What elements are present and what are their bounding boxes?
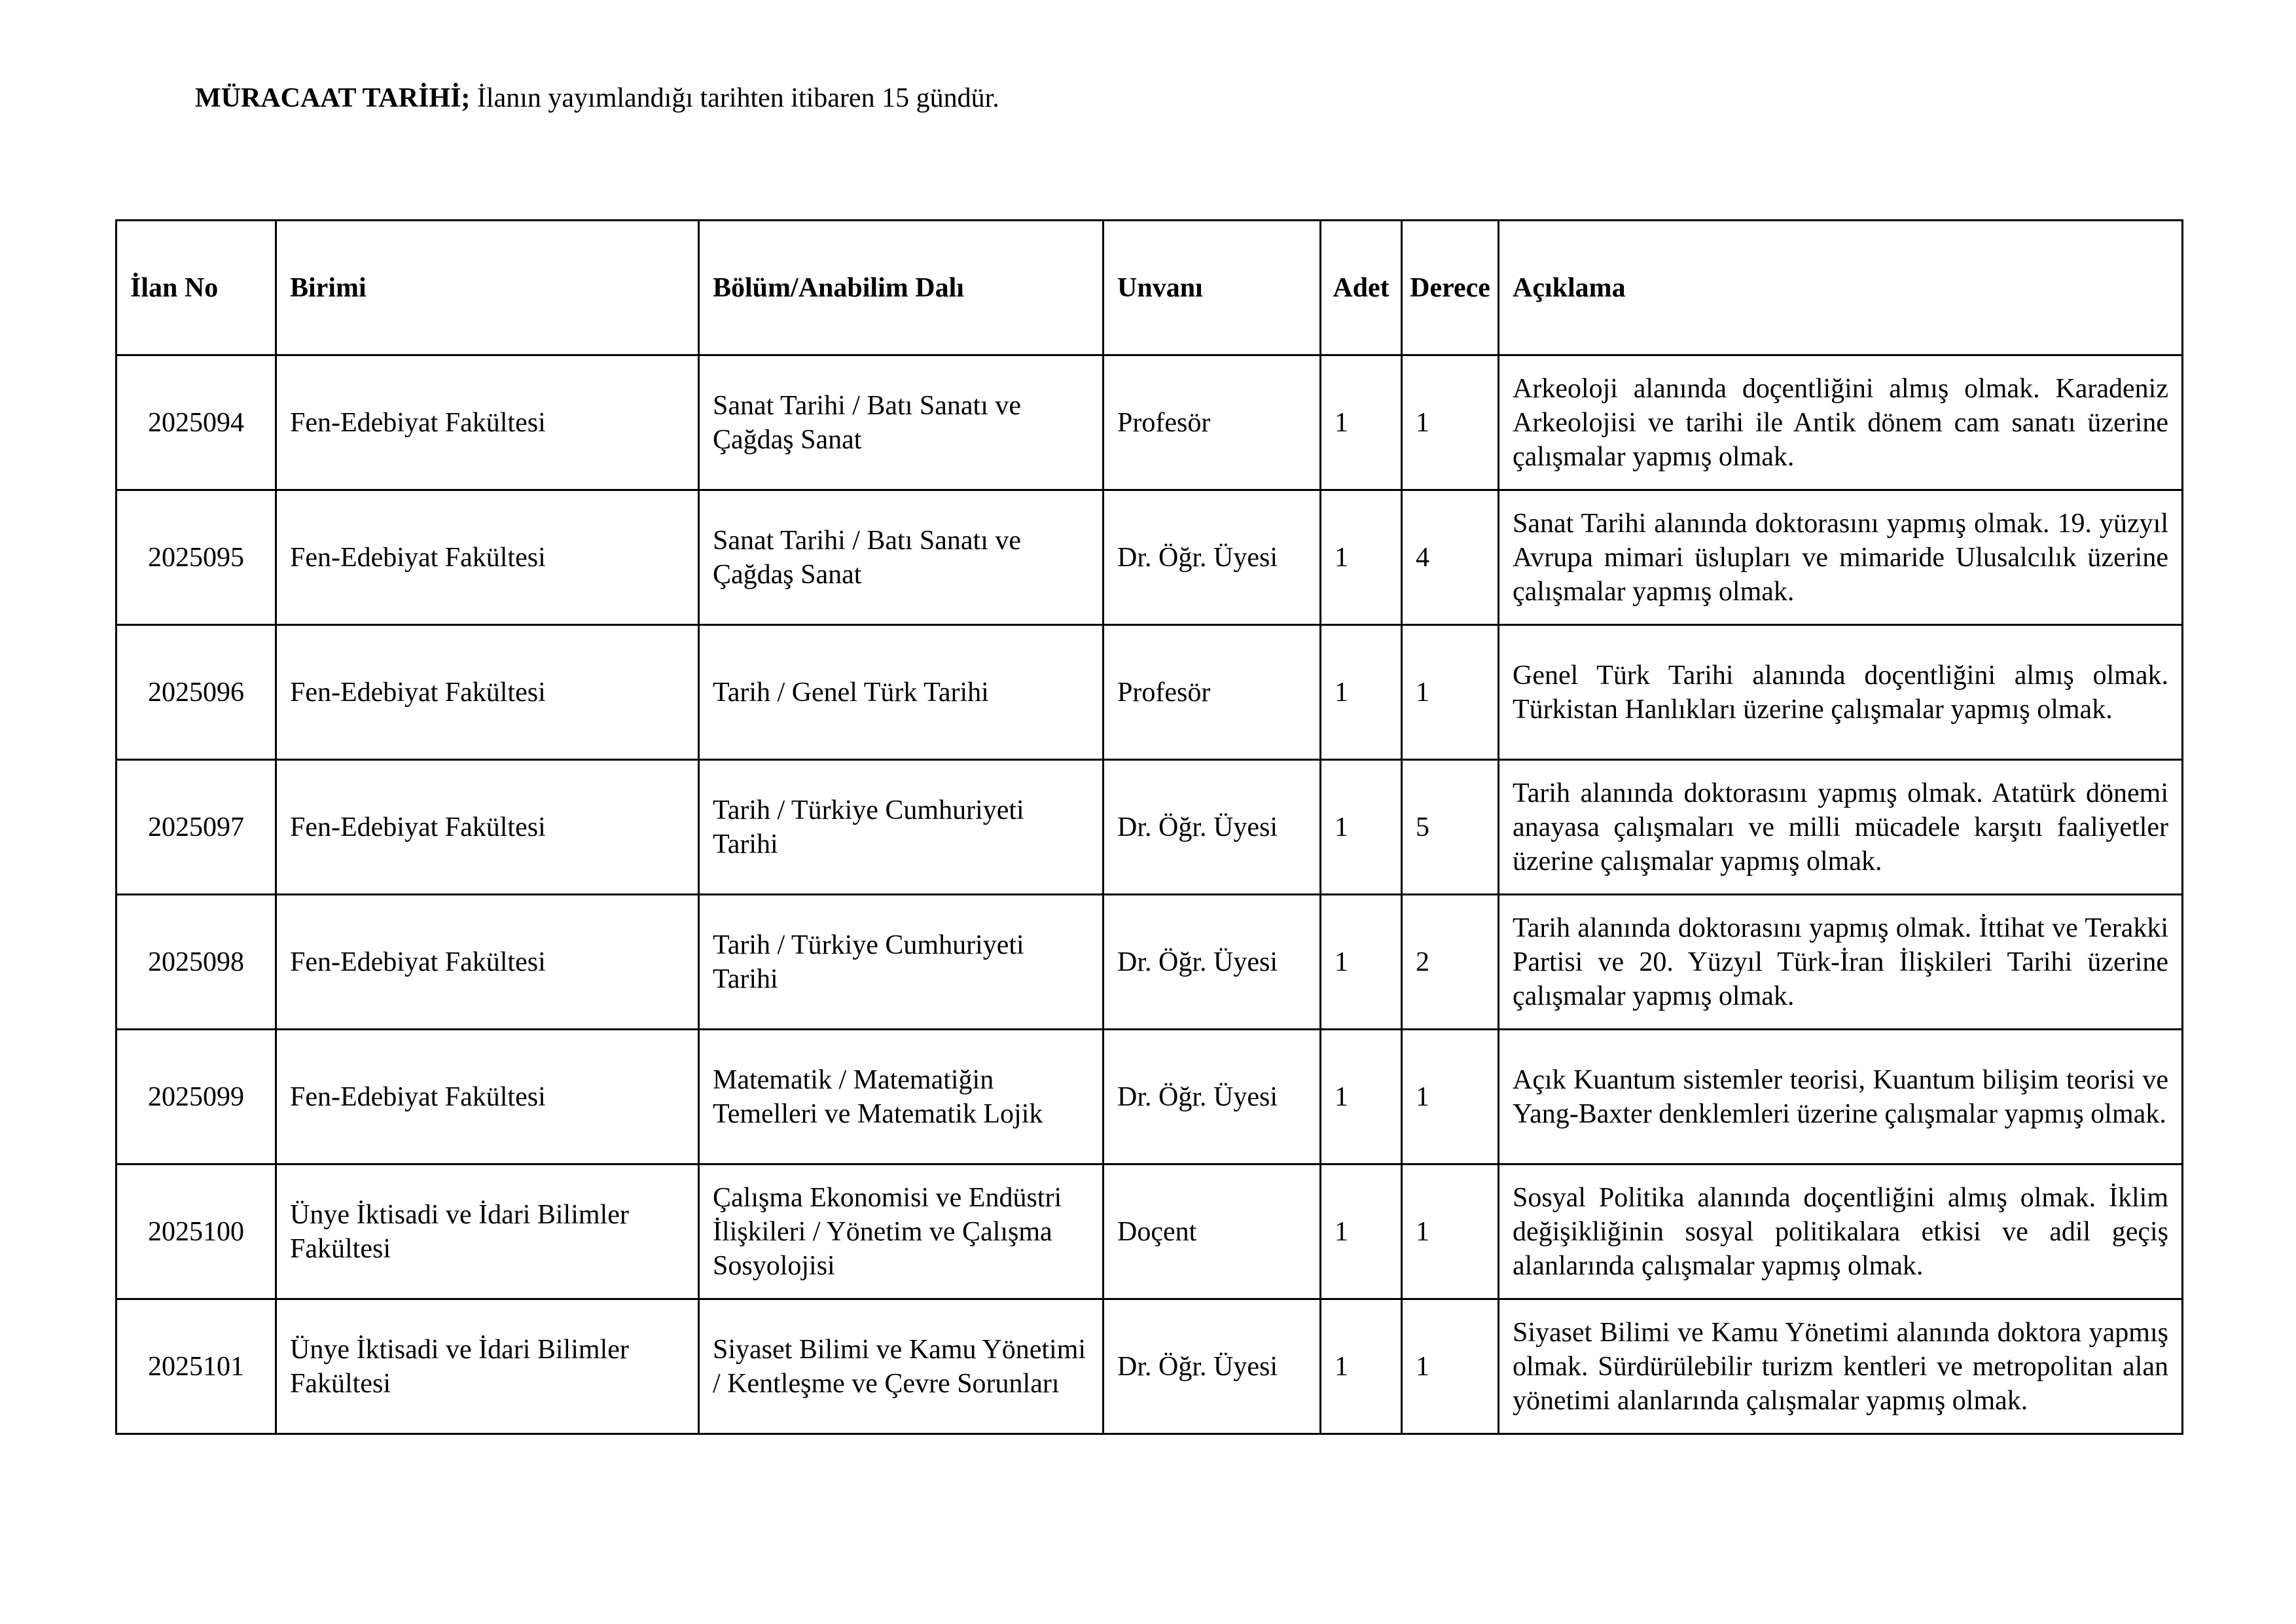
cell-derece: 1 (1402, 355, 1499, 490)
cell-ilan-no: 2025097 (117, 760, 276, 895)
table-row (117, 625, 2183, 760)
cell-unvani: Profesör (1103, 625, 1321, 760)
table-row (117, 355, 2183, 490)
cell-ilan-no: 2025094 (117, 355, 276, 490)
cell-unvani: Doçent (1103, 1164, 1321, 1299)
table-row (117, 895, 2183, 1030)
cell-bolum: Matematik / Matematiğin Temelleri ve Matematik Lojik (699, 1030, 1103, 1164)
column-header-aciklama: Açıklama (1499, 221, 2183, 355)
cell-derece: 5 (1402, 760, 1499, 895)
cell-bolum: Tarih / Genel Türk Tarihi (699, 625, 1103, 760)
cell-aciklama: Sanat Tarihi alanında doktorasını yapmış olmak. 19. yüzyıl Avrupa mimari üslupları ve mimaride Ulusalcılık üzerine çalışmalar yapmış olmak. (1499, 490, 2183, 625)
cell-aciklama: Açık Kuantum sistemler teorisi, Kuantum bilişim teorisi ve Yang-Baxter denklemleri üzerine çalışmalar yapmış olmak. (1499, 1030, 2183, 1164)
cell-aciklama: Tarih alanında doktorasını yapmış olmak. İttihat ve Terakki Partisi ve 20. Yüzyıl Türk-İran İlişkileri Tarihi üzerine çalışmalar yapmış olmak. (1499, 895, 2183, 1030)
cell-birimi: Fen-Edebiyat Fakültesi (276, 625, 699, 760)
cell-unvani: Dr. Öğr. Üyesi (1103, 490, 1321, 625)
table-body (117, 355, 2183, 1434)
cell-derece: 1 (1402, 1030, 1499, 1164)
cell-bolum: Sanat Tarihi / Batı Sanatı ve Çağdaş Sanat (699, 490, 1103, 625)
application-date-text: İlanın yayımlandığı tarihten itibaren 15 gündür. (476, 83, 999, 113)
cell-derece: 1 (1402, 1164, 1499, 1299)
cell-adet: 1 (1321, 625, 1402, 760)
cell-adet: 1 (1321, 490, 1402, 625)
cell-birimi: Fen-Edebiyat Fakültesi (276, 760, 699, 895)
table-row (117, 760, 2183, 895)
table-header-row (117, 221, 2183, 355)
cell-adet: 1 (1321, 1164, 1402, 1299)
column-header-bolum: Bölüm/Anabilim Dalı (699, 221, 1103, 355)
cell-bolum: Tarih / Türkiye Cumhuriyeti Tarihi (699, 895, 1103, 1030)
cell-aciklama: Sosyal Politika alanında doçentliğini almış olmak. İklim değişikliğinin sosyal politikalara etkisi ve adil geçiş alanlarında çalışmalar yapmış olmak. (1499, 1164, 2183, 1299)
cell-birimi: Ünye İktisadi ve İdari Bilimler Fakültesi (276, 1299, 699, 1434)
cell-adet: 1 (1321, 760, 1402, 895)
cell-birimi: Fen-Edebiyat Fakültesi (276, 490, 699, 625)
cell-adet: 1 (1321, 1030, 1402, 1164)
cell-adet: 1 (1321, 895, 1402, 1030)
cell-bolum: Siyaset Bilimi ve Kamu Yönetimi / Kentleşme ve Çevre Sorunları (699, 1299, 1103, 1434)
cell-unvani: Dr. Öğr. Üyesi (1103, 1299, 1321, 1434)
cell-unvani: Dr. Öğr. Üyesi (1103, 760, 1321, 895)
cell-aciklama: Arkeoloji alanında doçentliğini almış olmak. Karadeniz Arkeolojisi ve tarihi ile Antik dönem cam sanatı üzerine çalışmalar yapmış olmak. (1499, 355, 2183, 490)
cell-derece: 2 (1402, 895, 1499, 1030)
cell-unvani: Dr. Öğr. Üyesi (1103, 895, 1321, 1030)
cell-adet: 1 (1321, 355, 1402, 490)
table-row (117, 1030, 2183, 1164)
application-date-label: MÜRACAAT TARİHİ; (195, 83, 471, 113)
cell-birimi: Fen-Edebiyat Fakültesi (276, 895, 699, 1030)
column-header-ilan-no: İlan No (117, 221, 276, 355)
cell-birimi: Fen-Edebiyat Fakültesi (276, 355, 699, 490)
application-date-line (195, 77, 999, 119)
cell-unvani: Dr. Öğr. Üyesi (1103, 1030, 1321, 1164)
cell-aciklama: Siyaset Bilimi ve Kamu Yönetimi alanında doktora yapmış olmak. Sürdürülebilir turizm kentleri ve metropolitan alan yönetimi alanlarında çalışmalar yapmış olmak. (1499, 1299, 2183, 1434)
cell-birimi: Ünye İktisadi ve İdari Bilimler Fakültesi (276, 1164, 699, 1299)
cell-ilan-no: 2025100 (117, 1164, 276, 1299)
cell-ilan-no: 2025096 (117, 625, 276, 760)
cell-derece: 4 (1402, 490, 1499, 625)
cell-bolum: Sanat Tarihi / Batı Sanatı ve Çağdaş Sanat (699, 355, 1103, 490)
column-header-derece: Derece (1402, 221, 1499, 355)
cell-derece: 1 (1402, 1299, 1499, 1434)
job-listing-table (115, 219, 2183, 1435)
cell-derece: 1 (1402, 625, 1499, 760)
cell-aciklama: Tarih alanında doktorasını yapmış olmak. Atatürk dönemi anayasa çalışmaları ve milli mücadele karşıtı faaliyetler üzerine çalışmalar yapmış olmak. (1499, 760, 2183, 895)
cell-ilan-no: 2025101 (117, 1299, 276, 1434)
column-header-birimi: Birimi (276, 221, 699, 355)
cell-birimi: Fen-Edebiyat Fakültesi (276, 1030, 699, 1164)
cell-aciklama: Genel Türk Tarihi alanında doçentliğini almış olmak. Türkistan Hanlıkları üzerine çalışmalar yapmış olmak. (1499, 625, 2183, 760)
cell-adet: 1 (1321, 1299, 1402, 1434)
cell-unvani: Profesör (1103, 355, 1321, 490)
table-row (117, 1299, 2183, 1434)
cell-bolum: Çalışma Ekonomisi ve Endüstri İlişkileri / Yönetim ve Çalışma Sosyolojisi (699, 1164, 1103, 1299)
cell-ilan-no: 2025099 (117, 1030, 276, 1164)
cell-bolum: Tarih / Türkiye Cumhuriyeti Tarihi (699, 760, 1103, 895)
column-header-unvani: Unvanı (1103, 221, 1321, 355)
table-row (117, 490, 2183, 625)
cell-ilan-no: 2025098 (117, 895, 276, 1030)
table-row (117, 1164, 2183, 1299)
cell-ilan-no: 2025095 (117, 490, 276, 625)
column-header-adet: Adet (1321, 221, 1402, 355)
